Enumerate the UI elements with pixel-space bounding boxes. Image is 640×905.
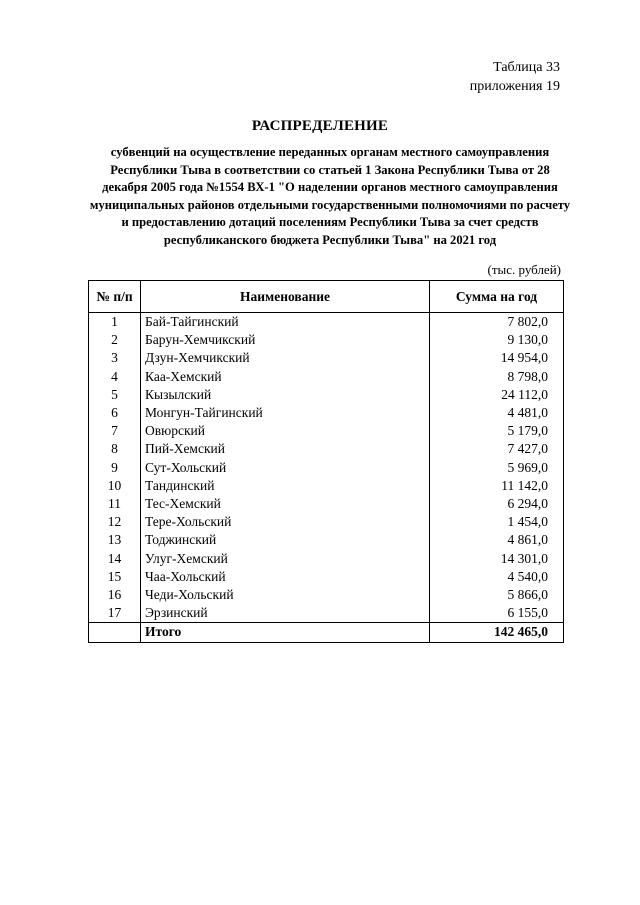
table-row [89, 550, 564, 568]
row-sum: 1 454,0 [507, 514, 548, 530]
row-sum: 4 481,0 [507, 405, 548, 421]
row-name: Чеди-Хольский [141, 586, 430, 604]
row-sum-cell [430, 586, 564, 604]
row-num: 10 [89, 477, 141, 495]
total-num [89, 623, 141, 642]
table-row [89, 604, 564, 623]
row-sum: 6 155,0 [507, 605, 548, 621]
row-sum-cell [430, 550, 564, 568]
row-name: Эрзинский [141, 604, 430, 623]
total-sum-cell [430, 623, 564, 642]
row-name: Бай-Тайгинский [141, 313, 430, 332]
table-number: Таблица 33 [493, 60, 560, 75]
row-sum: 4 861,0 [507, 532, 548, 548]
row-sum-cell [430, 459, 564, 477]
row-sum: 11 142,0 [501, 477, 548, 493]
appendix-number: приложения 19 [469, 79, 560, 94]
row-num: 3 [89, 349, 141, 367]
row-name: Тес-Хемский [141, 495, 430, 513]
row-sum-cell [430, 422, 564, 440]
table-row [89, 331, 564, 349]
table-row [89, 531, 564, 549]
row-sum-cell [430, 386, 564, 404]
document-title: РАСПРЕДЕЛЕНИЕ [251, 118, 389, 134]
table-total-row [89, 623, 564, 642]
row-sum: 24 112,0 [501, 386, 548, 402]
table-row [89, 586, 564, 604]
table-row [89, 477, 564, 495]
row-name: Чаа-Хольский [141, 568, 430, 586]
row-num: 5 [89, 386, 141, 404]
row-sum: 9 130,0 [507, 332, 548, 348]
row-sum: 5 179,0 [507, 423, 548, 439]
row-num: 4 [89, 368, 141, 386]
row-name: Тандинский [141, 477, 430, 495]
row-name: Монгун-Тайгинский [141, 404, 430, 422]
table-row [89, 495, 564, 513]
row-sum: 5 969,0 [507, 459, 548, 475]
row-sum-cell [430, 313, 564, 332]
table-row [89, 368, 564, 386]
total-sum: 142 465,0 [494, 624, 548, 640]
row-name: Пий-Хемский [141, 440, 430, 458]
row-sum-cell [430, 495, 564, 513]
row-num: 17 [89, 604, 141, 623]
row-name: Улуг-Хемский [141, 550, 430, 568]
header-num: № п/п [89, 281, 141, 313]
row-sum: 8 798,0 [507, 368, 548, 384]
row-name: Кызылский [141, 386, 430, 404]
row-sum: 14 954,0 [500, 350, 548, 366]
row-sum-cell [430, 331, 564, 349]
row-sum-cell [430, 513, 564, 531]
table-header-row [89, 281, 564, 313]
row-name: Сут-Хольский [141, 459, 430, 477]
total-label: Итого [141, 623, 430, 642]
row-sum-cell [430, 568, 564, 586]
row-num: 7 [89, 422, 141, 440]
table-reference [470, 58, 560, 96]
row-num: 12 [89, 513, 141, 531]
distribution-table [88, 280, 564, 643]
row-sum: 7 802,0 [507, 314, 548, 329]
row-sum: 4 540,0 [507, 568, 548, 584]
row-sum-cell [430, 604, 564, 623]
row-sum: 14 301,0 [500, 550, 548, 566]
header-name: Наименование [141, 281, 430, 313]
row-num: 15 [89, 568, 141, 586]
row-name: Каа-Хемский [141, 368, 430, 386]
table-row [89, 386, 564, 404]
row-sum-cell [430, 349, 564, 367]
row-sum: 5 866,0 [507, 587, 548, 603]
table-row [89, 568, 564, 586]
row-sum-cell [430, 368, 564, 386]
row-sum-cell [430, 404, 564, 422]
table-row [89, 422, 564, 440]
row-num: 1 [89, 313, 141, 332]
header-sum: Сумма на год [430, 281, 564, 313]
row-sum-cell [430, 477, 564, 495]
row-num: 9 [89, 459, 141, 477]
table-row [89, 513, 564, 531]
table-row [89, 404, 564, 422]
row-num: 2 [89, 331, 141, 349]
table-row [89, 440, 564, 458]
row-sum-cell [430, 531, 564, 549]
document-subtitle: субвенций на осуществление переданных органам местного самоуправления Республики Тыва в соответствии со статьей 1 Закона Республики Тыва от 28 декабря 2005 года №1554 ВХ-1 "О наделении органов местного самоуправления муниципальных районов отдельными государственными полномочиями по расчету и предоставлению дотаций поселениям Республики Тыва за счет средств республиканского бюджета Республики Тыва" на 2021 год [89, 145, 571, 247]
row-name: Барун-Хемчикский [141, 331, 430, 349]
row-num: 11 [89, 495, 141, 513]
row-name: Овюрский [141, 422, 430, 440]
row-name: Дзун-Хемчикский [141, 349, 430, 367]
row-num: 8 [89, 440, 141, 458]
row-sum: 7 427,0 [507, 441, 548, 457]
row-sum: 6 294,0 [507, 496, 548, 512]
row-num: 13 [89, 531, 141, 549]
table-row [89, 459, 564, 477]
table-row [89, 313, 564, 332]
units-label: (тыс. рублей) [487, 262, 561, 277]
row-num: 16 [89, 586, 141, 604]
table-row [89, 349, 564, 367]
row-num: 14 [89, 550, 141, 568]
row-num: 6 [89, 404, 141, 422]
row-sum-cell [430, 440, 564, 458]
row-name: Тере-Хольский [141, 513, 430, 531]
row-name: Тоджинский [141, 531, 430, 549]
